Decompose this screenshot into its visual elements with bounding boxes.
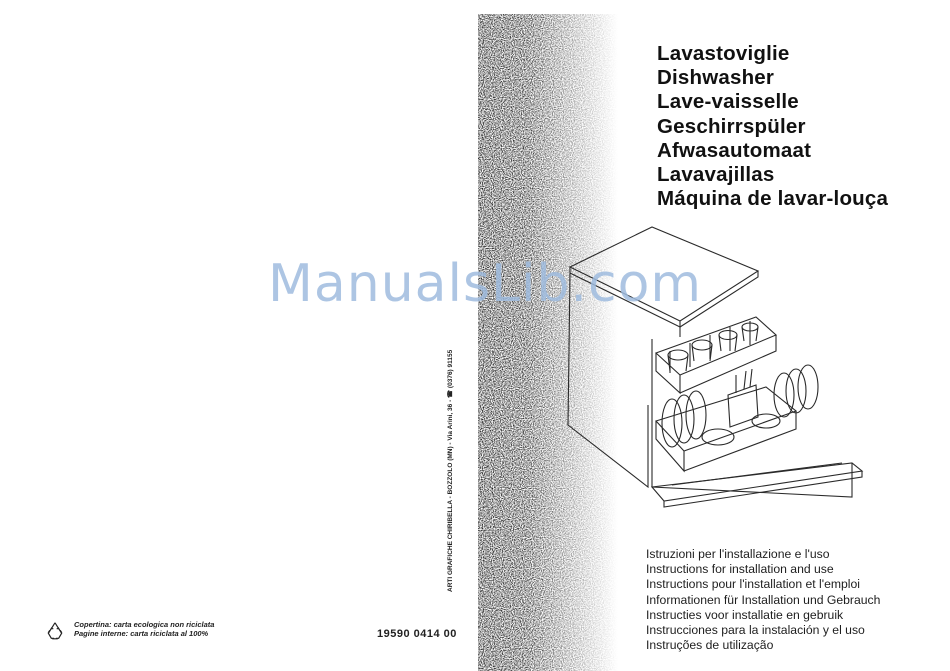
instructions-spanish: Instrucciones para la instalación y el uso <box>646 623 865 638</box>
instructions-italian: Istruzioni per l'installazione e l'uso <box>646 547 830 561</box>
manualslib-watermark: ManualsLib.com <box>268 254 703 314</box>
title-block <box>657 42 888 211</box>
title-french: Lave-vaisselle <box>657 90 799 114</box>
title-italian: Lavastoviglie <box>657 42 790 65</box>
title-portuguese: Máquina de lavar-louça <box>657 187 889 211</box>
title-german: Geschirrspüler <box>657 114 806 138</box>
instructions-list <box>646 547 880 653</box>
recycle-icon <box>44 620 66 642</box>
paper-note-line-cover: Copertina: carta ecologica non riciclata <box>74 620 215 629</box>
paper-note-line-inner: Pagine interne: carta riciclata al 100% <box>74 629 209 638</box>
catalog-code: 19590 0414 00 <box>377 628 457 640</box>
title-dutch: Afwasautomaat <box>657 138 812 162</box>
instructions-dutch: Instructies voor installatie en gebruik <box>646 607 844 622</box>
instructions-french: Instructions pour l'installation et l'emploi <box>646 577 860 592</box>
instructions-english: Instructions for installation and use <box>646 562 834 577</box>
title-spanish: Lavavajillas <box>657 163 775 187</box>
paper-note <box>74 620 214 638</box>
printer-credit: ARTI GRAFICHE CHIRIBELLA - BOZZOLO (MN) - Via Arini, 36 - ☎ (0376) 91155 <box>447 349 454 592</box>
instructions-german: Informationen für Installation und Gebrauch <box>646 592 881 607</box>
title-english: Dishwasher <box>657 66 775 90</box>
instructions-portuguese: Instruções de utilização <box>646 638 774 653</box>
